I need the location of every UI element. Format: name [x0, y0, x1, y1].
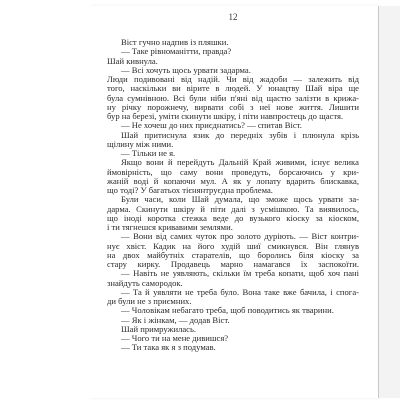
- text-line: щілину між ними.: [107, 139, 174, 149]
- text-line: — Вони від самих чуток про золото дуріють. — Віст контри-: [121, 232, 359, 242]
- text-line: що тоді? У багатьох тієнянтруєдна проблема.: [107, 186, 273, 195]
- text-line: дарма. Скинути шкіру й піти далі з усмішкою. Та виявилось,: [107, 204, 359, 214]
- page-text: [107, 38, 359, 353]
- text-line: — Таке рівноманітти, правда?: [121, 47, 232, 57]
- text-line: — Тільки не я.: [121, 149, 176, 158]
- text-line: — Навіть не уявляють, скільки їм треба копати, щоб хоч пані: [121, 269, 359, 279]
- text-line: ймовірність, що саму вони проведуть, борсаючись у кри-: [107, 167, 359, 177]
- text-line: — Не хочеш до них приєднатись? — спитав Віст.: [121, 121, 302, 131]
- text-line: стару кирку. Продавець марно намагався їх заспокоїти.: [107, 260, 359, 269]
- text-line: Люди подивовані від надій. Чи від жадоби — залежить від: [107, 75, 359, 84]
- text-line: Були часи, коли Шай думала, що зможе щось урвати за-: [121, 195, 359, 205]
- text-line: ну річку порожнечу, вирвати собі з неї нове життя. Лишити: [107, 102, 359, 112]
- text-line: Якщо вони й перейдуть Дальній Край живими, існує великa: [121, 158, 359, 168]
- page-number: 12: [228, 12, 238, 22]
- text-line: — Чоловікам небагато треба, щоб поводитись як тварини.: [121, 306, 334, 316]
- text-line: — Всі хочуть щось урвати задарма.: [121, 65, 251, 75]
- text-line: ди були не з приємних.: [107, 297, 192, 306]
- text-line: Шай примружилась.: [121, 324, 197, 334]
- book-page: [88, 6, 379, 398]
- text-line: була сумнівною. Всі були ніби п'яні від щастю залізти в крижа-: [107, 93, 359, 103]
- page-edge: [379, 6, 400, 398]
- text-line: — Чого ти на мене дивишся?: [121, 334, 229, 343]
- text-line: бур на березі, уміти скинути шкіру, і піти навпростець до щастя.: [107, 112, 344, 121]
- text-line: — Та й уявляти не треба було. Вона таке вже бачила, і спога-: [121, 287, 359, 297]
- text-line: нує хвіст. Кадик на його худій шиї смикнувся. Він глянув: [107, 241, 359, 251]
- text-line: на двох майбутніх старателів, що боролись біля кіоску за: [107, 250, 359, 260]
- text-line: того, наскільки ви вірите в людей. У юнацтву Шай віра ще: [107, 84, 359, 94]
- text-line: і ти тягнешся кривавими землями.: [107, 223, 233, 232]
- text-line: — Ти така як я з подумав.: [121, 343, 216, 353]
- text-line: Віст гучно надпив із пляшки.: [121, 38, 229, 47]
- text-line: — Як і жінкам, — додав Віст.: [121, 315, 230, 325]
- text-line: Шай притиснула язик до передніх зубів і плюнула крізь: [121, 130, 359, 140]
- text-line: що іноді коротка стежка веде до вузького кіоску за кіоском,: [107, 213, 359, 223]
- text-line: жаній воді й копаючи мул. А як у лопату вдарить блискавка,: [107, 176, 359, 186]
- text-line: знайдуть самородок.: [107, 278, 183, 288]
- text-line: Шай кивнула.: [107, 56, 158, 66]
